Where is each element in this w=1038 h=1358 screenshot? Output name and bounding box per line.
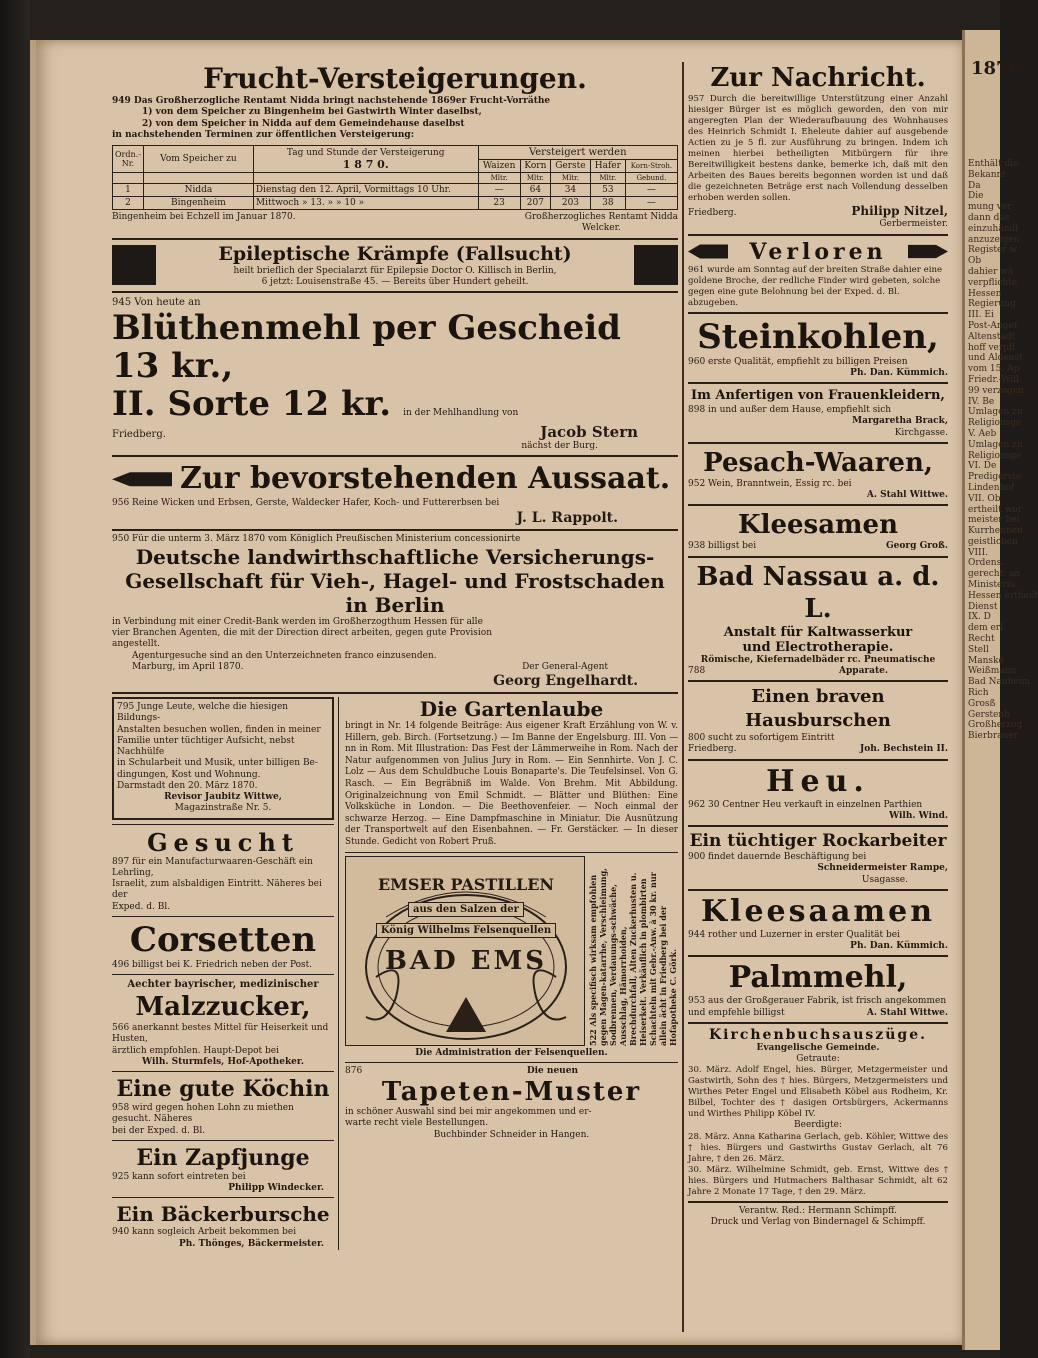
- nassau-line: und Electrotherapie.: [742, 639, 894, 655]
- right-column: [682, 62, 952, 1332]
- next-page-fragment: Register w: [968, 245, 1018, 256]
- cell: 2: [113, 197, 144, 210]
- gesucht-line: Exped. d. Bl.: [112, 901, 171, 912]
- next-page-edge: [962, 30, 1038, 1350]
- vers-agent-label: Der General-Agent: [522, 661, 608, 672]
- klee2-title: Kleesaamen: [700, 893, 936, 929]
- frucht-ad: [112, 62, 678, 235]
- palm-line: und empfehle billigst: [688, 1007, 785, 1018]
- epi-title: Epileptische Krämpfe (Fallsucht): [218, 242, 572, 265]
- mehl-line-2b: in der Mehlhandlung von: [403, 408, 519, 418]
- next-page-fragment: Bad Nauheim: [968, 677, 1031, 688]
- frucht-line: 1) von dem Speicher zu Bingenheim bei Gastwirth Winter daselbst,: [142, 107, 482, 118]
- cell: 207: [520, 197, 550, 210]
- aussaat-name: J. L. Rappolt.: [516, 509, 618, 526]
- baecker-line: 940 kann sogleich Arbeit bekommen bei: [112, 1227, 297, 1238]
- next-page-fragment: und Aldenst: [968, 353, 1023, 364]
- frauen-line: 898 in und außer dem Hause, empfiehlt sich: [688, 405, 892, 415]
- jaubitz-line: Familie unter tüchtiger Aufsicht, nebst Nachhülfe: [117, 735, 295, 757]
- next-page-fragment: Predigerste: [968, 472, 1022, 483]
- table-row: [113, 184, 678, 197]
- frauen-name: Margaretha Brack,: [852, 416, 948, 427]
- jaubitz-addr: Magazinstraße Nr. 5.: [174, 803, 272, 814]
- th-unit-spacer: [143, 173, 253, 184]
- next-page-fragment: mung ver: [968, 202, 1012, 213]
- frucht-line: in nachstehenden Terminen zur öffentlichen Versteigerung:: [112, 129, 415, 140]
- malz-line: ärztlich empfohlen. Haupt-Depot bei: [112, 1045, 279, 1056]
- gartenlaube-ad: [345, 697, 678, 849]
- palm-line: 953 aus der Großgerauer Fabrik, ist frisch angekommen: [688, 996, 947, 1007]
- next-page-fragment: Bierbrauer: [968, 731, 1018, 742]
- next-page-fragment: Ministeriu: [968, 580, 1016, 591]
- palm-name: A. Stahl Wittwe.: [866, 1007, 948, 1018]
- vers-line: vier Branchen Agenten, die mit der Direction direct arbeiten, gegen gute Provision: [112, 628, 493, 638]
- inner-right-column: [345, 697, 678, 1250]
- hausbursche-ad: [688, 685, 948, 756]
- next-page-fragment: Manske: [968, 655, 1004, 666]
- koechin-line: bei der Exped. d. Bl.: [112, 1125, 206, 1136]
- cell: 34: [551, 184, 591, 197]
- nassau-line: Anstalt für Kaltwasserkur: [723, 624, 913, 640]
- next-page-fragment: dann das: [968, 212, 1010, 223]
- next-page-fragment: Bekannt: [968, 169, 1006, 180]
- mehl-city: Friedberg.: [112, 429, 166, 440]
- jaubitz-ad: [112, 697, 334, 820]
- cell: 203: [551, 197, 591, 210]
- zapf-title: Ein Zapfjunge: [136, 1144, 310, 1171]
- pointing-hand-icon: [112, 469, 172, 489]
- vers-title-2: Gesellschaft für Vieh-, Hagel- und Frostschaden: [125, 568, 665, 593]
- vers-name: Georg Engelhardt.: [493, 673, 638, 689]
- frucht-table: [112, 145, 678, 210]
- frucht-foot-right: [525, 212, 678, 235]
- next-page-fragment: Dienst: [968, 601, 998, 612]
- next-page-fragment: Umlagen zu: [968, 407, 1023, 418]
- klee1-line: 938 billigst bei: [688, 541, 757, 552]
- heu-title: Heu.: [766, 763, 870, 799]
- next-page-fragment: Grosß: [968, 698, 996, 709]
- heu-name: Wilh. Wind.: [889, 810, 948, 821]
- next-page-fragment: V. Aeb: [968, 428, 997, 439]
- ornament-block: [634, 245, 678, 285]
- koechin-line: 958 wird gegen hohen Lohn zu miethen gesucht. Näheres: [112, 1103, 294, 1125]
- vers-line: Agenturgesuche sind an den Unterzeichneten franco einzusenden.: [132, 650, 437, 661]
- next-page-fragment: Ob: [968, 256, 982, 267]
- pesach-line: 952 Wein, Branntwein, Essig rc. bei: [688, 478, 852, 489]
- th-hafer: Hafer: [590, 160, 625, 173]
- nachricht-city: Friedberg.: [688, 208, 737, 218]
- stein-line: 960 erste Qualität, empfiehlt zu billigen Preisen: [688, 356, 908, 367]
- next-page-fragment: gerecht: an: [968, 569, 1021, 580]
- frauen-title: Im Anfertigen von Frauenkleidern,: [691, 388, 945, 403]
- next-page-fragment: Großherzog: [968, 720, 1023, 731]
- next-page-fragment: Gerstenb: [968, 709, 1010, 720]
- next-page-fragment: Religionsge: [968, 450, 1022, 461]
- next-page-fragment: geistlichen: [968, 536, 1018, 547]
- rock-addr: Usagasse.: [861, 874, 908, 885]
- zapf-line: 925 kann sofort eintreten bei: [112, 1171, 246, 1182]
- nachricht-body: 957 Durch die bereitwillige Unterstützung einer Anzahl hiesiger Bürger ist es möglich geworden, den von mir angeregten Plan der Wiederaufbauung des Wohnhauses des Heinrich Schmidt I. Eheleute dahier auf ausgebende Actien zu je 5 fl. zur Ausführung zu bringen. Indem ich meinen hierbei betheiligten Mitbürgern für ihre Bereitwilligkeit bestens danke, bemerke ich, daß mit den Arbeiten des Baues bereits begonnen worden ist und daß die gezeichneten Beträge erst nach Vollendung desselben erhoben werden sollen.: [688, 94, 948, 203]
- nassau-line: Apparate.: [839, 665, 888, 676]
- koechin-title: Eine gute Köchin: [116, 1076, 330, 1102]
- gesucht-line: Israelit, zum alsbaldigen Eintritt. Näheres bei der: [112, 879, 322, 901]
- malz-line: 566 anerkannt bestes Mittel für Heiserkeit und Husten,: [112, 1023, 329, 1045]
- ems-foot: Die Administration der Felsenquellen.: [415, 1047, 608, 1058]
- th-unit: Gebund.: [625, 173, 677, 184]
- next-page-fragment: vom 15. Ap: [968, 364, 1020, 375]
- th-nr: Ordn.-Nr.: [113, 146, 144, 173]
- stein-name: Ph. Dan. Kümmich.: [850, 367, 948, 378]
- baecker-title: Ein Bäckerbursche: [116, 1202, 330, 1227]
- ems-line: König Wilhelms Felsenquellen: [376, 923, 556, 938]
- ems-line: BAD EMS: [384, 945, 548, 976]
- tapeten-num: 876: [345, 1065, 363, 1076]
- ems-side-text: 522 Als specifisch wirksam empfohlen gegen Magen-katarrhe, Verschleimung, Sodbrennen, Verdauungs-schwäche, Ausschlag, Hämorrhoiden, Brechdurchfall, Alten Zuckerhusten u. Heiserkeit. Verkäuflich in plombirten Schachteln mit Gebr.-Anw. à 30 kr. nur allein ächt in Friedberg bei der Hofapotheke C. Görk.: [588, 867, 678, 1046]
- kirche-h1: Getraute:: [796, 1054, 840, 1064]
- mehl-ad: [112, 296, 678, 452]
- versicherung-ad: [112, 534, 678, 690]
- klee2-name: Ph. Dan. Kümmich.: [850, 941, 948, 951]
- ornament-block: [112, 245, 156, 285]
- stein-title: Steinkohlen,: [697, 316, 939, 357]
- frucht-signer-name: Welcker.: [582, 223, 621, 234]
- jaubitz-line: 795 Junge Leute, welche die hiesigen Bildungs-: [117, 702, 289, 724]
- next-page-fragment: Enthält die: [968, 159, 1019, 169]
- tapeten-title: Tapeten-Muster: [381, 1077, 642, 1108]
- cell: 38: [590, 197, 625, 210]
- pointing-hand-icon: [908, 241, 948, 263]
- th-unit: Mltr.: [478, 173, 520, 184]
- vers-title-1: Deutsche landwirthschaftliche Versicherungs-: [135, 544, 655, 569]
- next-page-fragment: Hessen ertheilt: [968, 590, 1038, 601]
- hausb-title: Einen braven Hausburschen: [745, 686, 891, 731]
- mehl-name: Jacob Stern: [540, 423, 638, 441]
- baecker-ad: [112, 1201, 334, 1250]
- cell: 23: [478, 197, 520, 210]
- next-page-fragments: [965, 159, 1038, 742]
- cell: —: [478, 184, 520, 197]
- next-page-fragment: Ordens.: [968, 558, 1005, 569]
- vers-line: angestellt.: [112, 639, 161, 650]
- jaubitz-line: dingungen, Kost und Wohnung.: [117, 769, 261, 780]
- next-page-fragment: verpflichte: [968, 277, 1018, 288]
- next-page-fragment: Umlagen zu: [968, 439, 1023, 450]
- jaubitz-line: in Schularbeit und Musik, unter billigen Be-: [117, 758, 318, 769]
- corset-ad: [112, 920, 334, 971]
- frucht-foot-left: Bingenheim bei Echzell im Januar 1870.: [112, 212, 296, 222]
- next-page-fragment: meister bei: [968, 515, 1020, 526]
- nassau-num: 788: [688, 665, 706, 676]
- kirche-p3: 30. März. Wilhelmine Schmidt, geb. Ernst, Wittwe des † hies. Bürgers und Hutmachers Balthasar Schmidt, alt 62 Jahre 2 Monate 17 Tage, † den 29. März.: [688, 1164, 948, 1197]
- next-page-fragment: Religionsge: [968, 418, 1022, 429]
- frucht-line: 2) von dem Speicher in Nidda auf dem Gemeindehause daselbst: [142, 118, 465, 129]
- cell: Dienstag den 12. April, Vormittags 10 Uhr.: [253, 184, 478, 197]
- cell: 53: [590, 184, 625, 197]
- next-page-fragment: III. Ei: [968, 310, 994, 321]
- pesach-title: Pesach-Waaren,: [703, 447, 933, 478]
- next-page-fragment: Weißmann: [968, 666, 1017, 677]
- gesucht-line: 897 für ein Manufacturwaaren-Geschäft ein Lehrling,: [112, 856, 313, 878]
- aussaat-title: Zur bevorstehenden Aussaat.: [180, 461, 671, 497]
- kleesaamen-ad: [688, 894, 948, 953]
- malz-intro: Aechter bayrischer, medizinischer: [127, 979, 319, 990]
- aussaat-line: 956 Reine Wicken und Erbsen, Gerste, Waldecker Hafer, Koch- und Futtererbsen bei: [112, 498, 500, 509]
- th-waizen: Waizen: [478, 160, 520, 173]
- th-year: 1 8 7 0.: [342, 157, 389, 171]
- koechin-ad: [112, 1075, 334, 1137]
- next-page-fragment: IV. Be: [968, 396, 995, 407]
- kleesamen-ad: [688, 509, 948, 552]
- mehl-line-1: Blüthenmehl per Gescheid 13 kr.,: [112, 308, 621, 386]
- cell: 64: [520, 184, 550, 197]
- ems-line: aus den Salzen der: [408, 902, 524, 917]
- verloren-body: 961 wurde am Sonntag auf der breiten Straße dahier eine goldene Broche, der redliche Finder wird gebeten, solche gegen eine gute Belohnung bei der Exped. d. Bl. abzugeben.: [688, 264, 943, 308]
- next-page-fragment: Recht: [968, 634, 995, 645]
- kirchenbuch: [688, 1027, 948, 1198]
- steinkohlen-ad: [688, 317, 948, 380]
- next-page-fragment: ertheilt wor: [968, 504, 1023, 515]
- th-kornstroh: Korn-Stroh.: [625, 160, 677, 173]
- palm-title: Palmmehl,: [728, 960, 908, 996]
- frucht-title: Frucht-Versteigerungen.: [203, 62, 587, 95]
- jaubitz-line: Darmstadt den 20. März 1870.: [117, 780, 258, 791]
- rock-title: Ein tüchtiger Rockarbeiter: [689, 831, 947, 851]
- next-page-fragment: Lindenhof: [968, 482, 1015, 493]
- epi-ad: [112, 243, 678, 289]
- epi-line: 6 jetzt: Louisenstraße 45. — Bereits über Hundert geheilt.: [261, 276, 529, 287]
- next-page-fragment: hoff verpfl: [968, 342, 1015, 353]
- tapeten-ad: [345, 1066, 678, 1141]
- next-page-fragment: Altenstadt: [968, 331, 1016, 342]
- next-page-fragment: Da: [968, 180, 981, 191]
- vers-title-3: in Berlin: [345, 592, 445, 617]
- pesach-ad: [688, 447, 948, 502]
- zapf-ad: [112, 1144, 334, 1195]
- nassau-line: Römische, Kiefernadelbäder rc. Pneumatische: [700, 654, 936, 665]
- cell: 1: [113, 184, 144, 197]
- th-unit: Mltr.: [590, 173, 625, 184]
- next-page-fragment: Kurrhennen: [968, 526, 1023, 537]
- left-column: [108, 62, 682, 1332]
- gesucht-title: Gesucht: [147, 827, 299, 857]
- mehl-intro: 945 Von heute an: [112, 297, 201, 308]
- nachricht-job: Gerbermeister.: [879, 219, 948, 230]
- klee1-name: Georg Groß.: [886, 541, 948, 552]
- next-page-fragment: Stell: [968, 644, 989, 655]
- mehl-line-2: II. Sorte 12 kr.: [112, 384, 392, 424]
- cell: —: [625, 184, 677, 197]
- malz-ad: [112, 978, 334, 1068]
- book-spine: [0, 0, 30, 1358]
- corset-title: Corsetten: [129, 919, 317, 960]
- th-unit-spacer: [113, 173, 144, 184]
- th-gerste: Gerste: [551, 160, 591, 173]
- rock-line: 900 findet dauernde Beschäftigung bei: [688, 852, 867, 862]
- nachricht-ad: [688, 62, 948, 231]
- vers-line: in Verbindung mit einer Credit-Bank werden im Großherzogthum Hessen für alle: [112, 616, 483, 627]
- next-page-fragment: VIII.: [968, 547, 989, 558]
- corset-line: 496 billigst bei K. Friedrich neben der Post.: [112, 959, 313, 970]
- cell: Mittwoch » 13. » » 10 »: [253, 197, 478, 210]
- next-page-fragment: IX. D: [968, 612, 991, 623]
- ems-line: EMSER PASTILLEN: [377, 874, 555, 894]
- tapeten-line: Buchbinder Schneider in Hangen.: [433, 1129, 590, 1140]
- th-unit: Mltr.: [551, 173, 591, 184]
- imprint-line: Verantw. Red.: Hermann Schimpff.: [739, 1205, 897, 1216]
- kirche-title: Kirchenbuchsauszüge.: [708, 1026, 928, 1043]
- frucht-signer: Großherzogliches Rentamt Nidda: [524, 212, 678, 222]
- next-page-fragment: Hessen: [968, 288, 1002, 299]
- kirche-h2: Beerdigte:: [794, 1120, 842, 1131]
- next-page-fragment: Die: [968, 191, 984, 202]
- table-row: [113, 197, 678, 210]
- next-page-fragment: 99 verzogen: [968, 385, 1025, 396]
- nachricht-name: Philipp Nitzel,: [851, 204, 948, 218]
- ems-illustration: [345, 856, 585, 1046]
- gesucht-ad: [112, 828, 334, 913]
- pointing-hand-icon: [688, 242, 728, 262]
- next-page-fragment: einzuhändi: [968, 223, 1019, 234]
- klee1-title: Kleesamen: [738, 510, 898, 541]
- next-page-fragment: VI. De: [968, 461, 997, 472]
- th-korn: Korn: [520, 160, 550, 173]
- jaubitz-line: Anstalten besuchen wollen, finden in meiner: [117, 724, 321, 735]
- year-tab: 1870: [971, 58, 1022, 79]
- epi-line: heilt brieflich der Specialarzt für Epilepsie Doctor O. Killisch in Berlin,: [233, 265, 557, 276]
- nassau-ad: [688, 561, 948, 678]
- th-tag-text: Tag und Stunde der Versteigerung: [286, 147, 445, 158]
- aussaat-ad: [112, 460, 678, 525]
- cell: Nidda: [143, 184, 253, 197]
- verloren-ad: [688, 239, 948, 309]
- next-page-fragment: Rich: [968, 688, 989, 699]
- next-page-fragment: anzuzeigen: [968, 234, 1020, 245]
- next-page-fragment: Regierung: [968, 299, 1016, 310]
- jaubitz-name: Revisor Jaubitz Wittwe,: [164, 792, 282, 802]
- heu-line: 962 30 Centner Heu verkauft in einzelnen Parthien: [688, 799, 923, 810]
- kirche-p2: 28. März. Anna Katharina Gerlach, geb. Köhler, Wittwe des † hies. Bürgers und Gastwirths Gustav Gerlach, alt 76 Jahre, † den 26. März.: [688, 1131, 948, 1164]
- garten-body: bringt in Nr. 14 folgende Beiträge: Aus eigener Kraft Erzählung von W. v. Hillern, geb. Birch. (Fortsetzung.) — Im Banne der Engelsburg. III. Von —nn in Rom. Mit Illustration: Das Fest der Lämmerweihe in Rom. Nach der Natur aufgenommen von Julius Jury in Rom. — Ein Sennhirte. Von J. C. Lolz — Aus dem Schuldbuche Louis Bonaparte's. Die Teufelsinsel. Von G. Rasch. — Ein Begräbniß im Walde. Von Brehm. Mit Abbildung. Originalzeichnung von Emil Schmidt. — Blätter und Blüthen: Eine Volksküche in London. — Die Beethovenfeier. — Noch einmal der schwarze Herzog. — Eine Dampfmaschine in Miniatur. Die Ausnützung der Transportwelt auf den Eisenbahnen. — Fr. Gerstäcker. — In dieser Stunde. Gedicht von Robert Pruß.: [345, 721, 678, 847]
- next-page-fragment: dem erl: [968, 623, 1003, 634]
- frauen-addr: Kirchgasse.: [894, 427, 948, 438]
- hausb-name: Joh. Bechstein II.: [859, 744, 948, 755]
- tapeten-line: warte recht viele Bestellungen.: [345, 1118, 489, 1129]
- rock-name: Schneidermeister Rampe,: [817, 863, 948, 874]
- frucht-line: 949 Das Großherzogliche Rentamt Nidda bringt nachstehende 1869er Frucht-Vorräthe: [112, 96, 551, 106]
- klee2-line: 944 rother und Luzerner in erster Qualität bei: [688, 929, 900, 940]
- vers-line: 950 Für die unterm 3. März 1870 vom Königlich Preußischen Ministerium concessionirte: [112, 533, 521, 544]
- tapeten-intro: Die neuen: [526, 1065, 578, 1076]
- next-page-fragment: Post-Anget: [968, 320, 1018, 331]
- baecker-line: Ph. Thönges, Bäckermeister.: [178, 1238, 324, 1249]
- kirche-p1: 30. März. Adolf Engel, hies. Bürger, Metzgermeister und Gastwirth, Sohn des † hies. Bürgers, Metzgermeisters und Wirthes Peter Engel und Elisabeth Köbel aus Rodheim, Kr. Bilbel, Tochter des † dasigen Ortsbürgers, Ackermanns und Wirthes Philipp Köbel IV.: [688, 1065, 948, 1120]
- mehl-addr: nächst der Burg.: [521, 441, 598, 451]
- next-page-fragment: Friedr.-Will: [968, 374, 1019, 385]
- pesach-name: A. Stahl Wittwe.: [866, 490, 948, 500]
- th-vom: Vom Speicher zu: [143, 146, 253, 173]
- malz-title: Malzzucker,: [135, 992, 311, 1022]
- imprint-line: Druck und Verlag von Bindernagel & Schimpff.: [710, 1216, 926, 1227]
- th-tag: [253, 146, 478, 173]
- vers-date: Marburg, im April 1870.: [132, 661, 244, 672]
- th-unit: Mltr.: [520, 173, 550, 184]
- next-page-fragment: VII. Ob: [968, 493, 1001, 504]
- next-page-fragment: dahier wä: [968, 266, 1014, 277]
- tapeten-line: in schöner Auswahl sind bei mir angekommen und er-: [345, 1107, 592, 1118]
- th-versteigert: Versteigert werden: [478, 146, 677, 160]
- hausb-line: 800 sucht zu sofortigem Eintritt: [688, 733, 835, 743]
- rockarbeiter-ad: [688, 830, 948, 886]
- cell: —: [625, 197, 677, 210]
- zapf-line: Philipp Windecker.: [228, 1183, 324, 1193]
- th-unit-spacer: [253, 173, 478, 184]
- nachricht-title: Zur Nachricht.: [710, 63, 926, 93]
- frauen-ad: [688, 387, 948, 439]
- inner-left-column: [112, 697, 339, 1250]
- palmmehl-ad: [688, 960, 948, 1019]
- kirche-sub: Evangelische Gemeinde.: [756, 1042, 880, 1053]
- nassau-title: Bad Nassau a. d. L.: [696, 561, 940, 624]
- heu-ad: [688, 764, 948, 823]
- hausb-city: Friedberg.: [688, 744, 737, 755]
- malz-line: Wilh. Sturmfels, Hof-Apotheker.: [142, 1056, 304, 1067]
- cell: Bingenheim: [143, 197, 253, 210]
- garten-title: Die Gartenlaube: [419, 697, 604, 721]
- verloren-title: Verloren: [749, 238, 887, 265]
- ems-ad: [345, 856, 678, 1046]
